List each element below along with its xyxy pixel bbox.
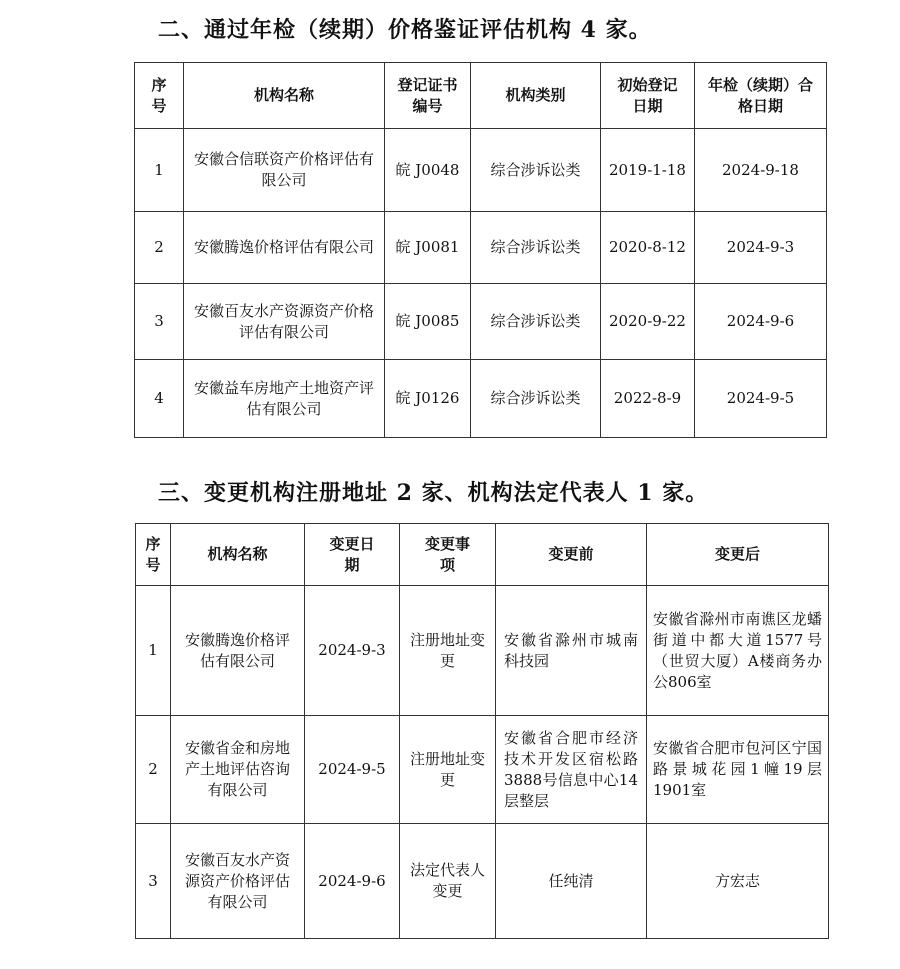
table-row xyxy=(135,284,827,360)
header-before: 变更前 xyxy=(496,524,647,586)
cell-init-date: 2022-8-9 xyxy=(601,360,695,438)
cell-change-date: 2024-9-3 xyxy=(305,586,400,716)
cell-change-date: 2024-9-6 xyxy=(305,824,400,939)
cell-pass-date: 2024-9-6 xyxy=(695,284,827,360)
cell-after: 安徽省合肥市包河区宁国路景城花园1幢19层1901室 xyxy=(647,716,829,824)
cell-change-item: 注册地址变更 xyxy=(400,716,496,824)
cell-init-date: 2019-1-18 xyxy=(601,129,695,212)
table-row xyxy=(136,586,829,716)
cell-category: 综合涉诉讼类 xyxy=(471,129,601,212)
cell-cert-no: 皖 J0048 xyxy=(385,129,471,212)
header-name: 机构名称 xyxy=(184,63,385,129)
cell-index: 3 xyxy=(136,824,171,939)
cell-cert-no: 皖 J0085 xyxy=(385,284,471,360)
change-registration-table xyxy=(135,523,829,939)
cell-category: 综合涉诉讼类 xyxy=(471,360,601,438)
header-pass-date: 年检（续期）合格日期 xyxy=(695,63,827,129)
table-header-row xyxy=(135,63,827,129)
cell-index: 3 xyxy=(135,284,184,360)
cell-index: 2 xyxy=(136,716,171,824)
cell-pass-date: 2024-9-18 xyxy=(695,129,827,212)
cell-name: 安徽合信联资产价格评估有限公司 xyxy=(184,129,385,212)
header-index: 序号 xyxy=(135,63,184,129)
cell-after: 方宏志 xyxy=(647,824,829,939)
cell-change-item: 注册地址变更 xyxy=(400,586,496,716)
annual-inspection-table xyxy=(134,62,827,438)
cell-index: 1 xyxy=(136,586,171,716)
cell-category: 综合涉诉讼类 xyxy=(471,212,601,284)
cell-init-date: 2020-8-12 xyxy=(601,212,695,284)
section2-heading: 二、通过年检（续期）价格鉴证评估机构 4 家。 xyxy=(158,17,652,43)
header-init-date: 初始登记日期 xyxy=(601,63,695,129)
cell-init-date: 2020-9-22 xyxy=(601,284,695,360)
table-row xyxy=(135,360,827,438)
header-after: 变更后 xyxy=(647,524,829,586)
cell-name: 安徽腾逸价格评估有限公司 xyxy=(184,212,385,284)
header-index: 序号 xyxy=(136,524,171,586)
cell-pass-date: 2024-9-5 xyxy=(695,360,827,438)
cell-index: 1 xyxy=(135,129,184,212)
cell-name: 安徽省金和房地产土地评估咨询有限公司 xyxy=(171,716,305,824)
cell-category: 综合涉诉讼类 xyxy=(471,284,601,360)
table-row xyxy=(136,824,829,939)
table-row xyxy=(135,212,827,284)
header-name: 机构名称 xyxy=(171,524,305,586)
cell-before: 安徽省滁州市城南科技园 xyxy=(496,586,647,716)
cell-after: 安徽省滁州市南谯区龙蟠街道中都大道1577号（世贸大厦）A楼商务办公806室 xyxy=(647,586,829,716)
table-row xyxy=(135,129,827,212)
cell-change-item: 法定代表人变更 xyxy=(400,824,496,939)
cell-index: 4 xyxy=(135,360,184,438)
cell-cert-no: 皖 J0081 xyxy=(385,212,471,284)
cell-name: 安徽百友水产资源资产价格评估有限公司 xyxy=(184,284,385,360)
table-header-row xyxy=(136,524,829,586)
header-change-item: 变更事项 xyxy=(400,524,496,586)
cell-cert-no: 皖 J0126 xyxy=(385,360,471,438)
header-cert-no: 登记证书编号 xyxy=(385,63,471,129)
cell-change-date: 2024-9-5 xyxy=(305,716,400,824)
cell-before: 安徽省合肥市经济技术开发区宿松路3888号信息中心14层整层 xyxy=(496,716,647,824)
section3-heading: 三、变更机构注册地址 2 家、机构法定代表人 1 家。 xyxy=(158,480,709,506)
header-category: 机构类别 xyxy=(471,63,601,129)
cell-name: 安徽益车房地产土地资产评估有限公司 xyxy=(184,360,385,438)
cell-name: 安徽百友水产资源资产价格评估有限公司 xyxy=(171,824,305,939)
cell-before: 任纯清 xyxy=(496,824,647,939)
cell-pass-date: 2024-9-3 xyxy=(695,212,827,284)
table-row xyxy=(136,716,829,824)
cell-index: 2 xyxy=(135,212,184,284)
cell-name: 安徽腾逸价格评估有限公司 xyxy=(171,586,305,716)
header-change-date: 变更日期 xyxy=(305,524,400,586)
